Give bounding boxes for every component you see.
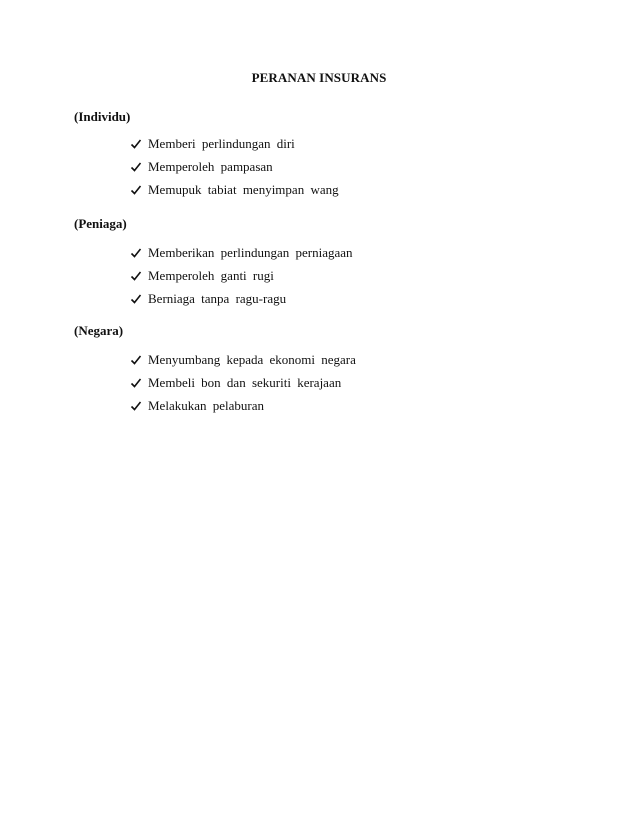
list-item-text: Membeli bon dan sekuriti kerajaan	[148, 375, 342, 390]
checkmark-icon	[130, 400, 148, 412]
list-item-text: Memupuk tabiat menyimpan wang	[148, 182, 339, 197]
list-item	[130, 182, 339, 198]
section-heading-negara: (Negara)	[74, 323, 124, 338]
list-item-text: Memperoleh ganti rugi	[148, 268, 274, 283]
checkmark-icon	[130, 293, 148, 305]
section-heading-individu: (Individu)	[74, 109, 131, 124]
list-item-text: Melakukan pelaburan	[148, 398, 264, 413]
list-item	[130, 159, 273, 175]
list-item	[130, 398, 264, 414]
list-item	[130, 352, 356, 368]
section-heading-peniaga: (Peniaga)	[74, 216, 127, 231]
list-item-text: Memperoleh pampasan	[148, 159, 273, 174]
list-item	[130, 291, 286, 307]
list-item	[130, 375, 341, 391]
checkmark-icon	[130, 184, 148, 196]
checkmark-icon	[130, 161, 148, 173]
list-item-text: Memberikan perlindungan perniagaan	[148, 245, 353, 260]
checkmark-icon	[130, 138, 148, 150]
list-item	[130, 268, 274, 284]
checkmark-icon	[130, 354, 148, 366]
list-item-text: Menyumbang kepada ekonomi negara	[148, 352, 356, 367]
list-item-text: Berniaga tanpa ragu-ragu	[148, 291, 287, 306]
checkmark-icon	[130, 377, 148, 389]
page-title: PERANAN INSURANS	[251, 70, 387, 85]
checkmark-icon	[130, 247, 148, 259]
checkmark-icon	[130, 270, 148, 282]
list-item	[130, 245, 353, 261]
list-item-text: Memberi perlindungan diri	[148, 136, 295, 151]
list-item	[130, 136, 295, 152]
